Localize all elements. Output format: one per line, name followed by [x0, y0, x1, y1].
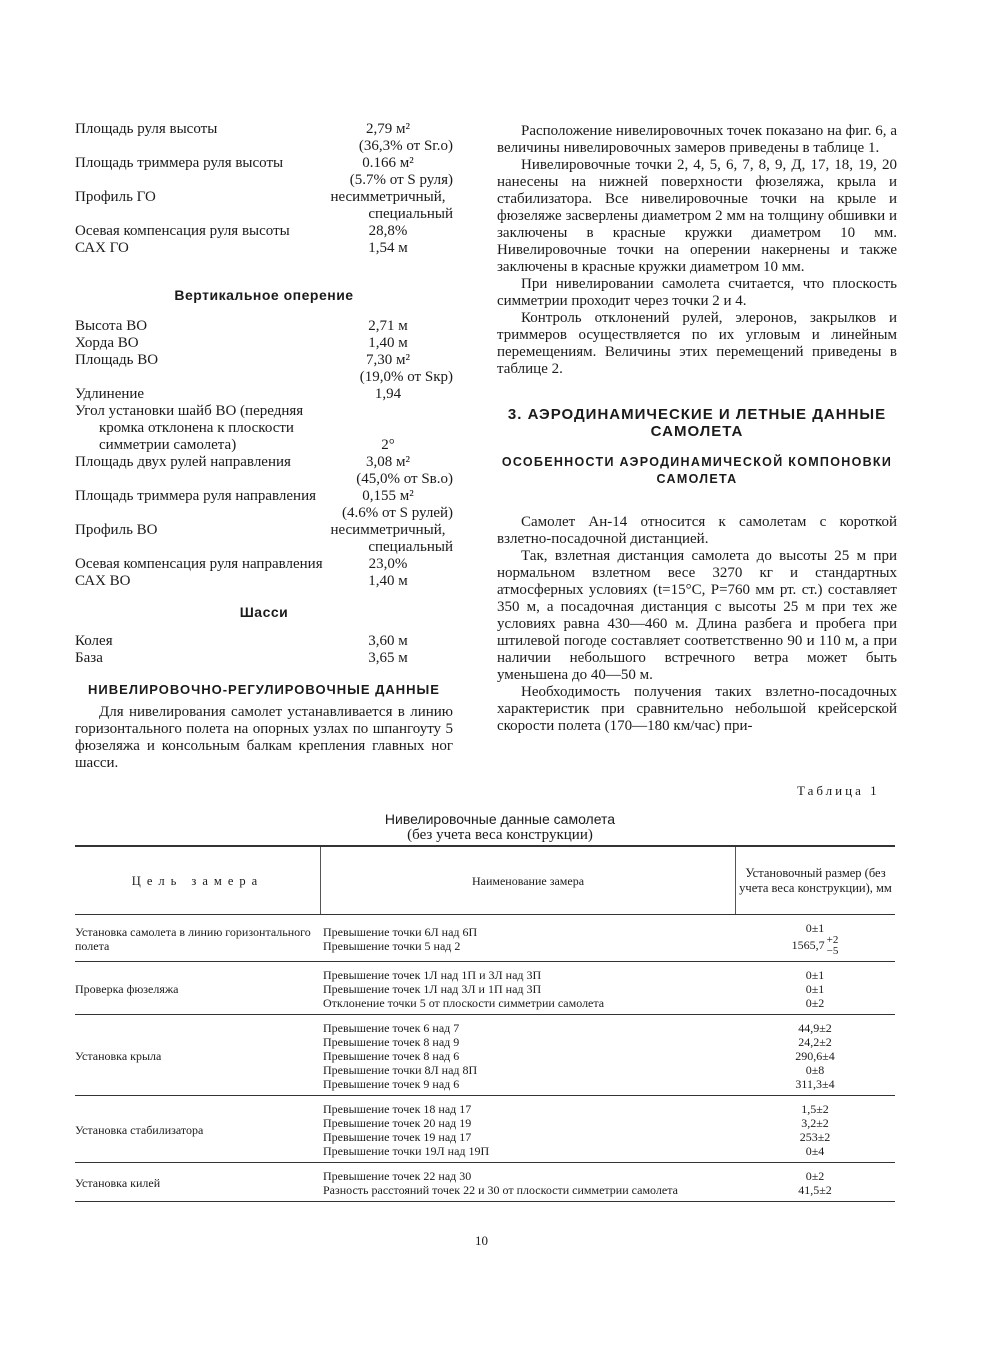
header-purpose: Цель замера	[131, 873, 264, 888]
table-caption	[250, 811, 750, 843]
leveling-table	[75, 845, 895, 1202]
measurement-name: Отклонение точки 5 от плоскости симметрии самолета	[323, 996, 605, 1010]
section-title-landing-gear: Шасси	[239, 604, 289, 620]
table-row	[75, 915, 895, 962]
measurement-name: Превышение точек 22 над 30	[323, 1169, 472, 1183]
spec-note: (19,0% от Sкр)	[359, 369, 453, 385]
measurement-name: Превышение точек 8 над 9	[323, 1035, 460, 1049]
paragraph: Расположение нивелировочных точек показано на фиг. 6, а величины нивелировочных замеров приведены в таблице 1.	[497, 123, 897, 156]
measurement-value	[735, 1116, 895, 1130]
spec-note-row	[75, 172, 453, 189]
measurement-value	[735, 935, 895, 957]
table-row	[75, 1163, 895, 1202]
spec-note: специальный	[368, 539, 453, 555]
value-text: 0±4	[805, 1144, 825, 1158]
table-row	[75, 1015, 895, 1096]
measurement-name: Превышение точек 18 над 17	[323, 1102, 472, 1116]
spec-value: 23,0%	[368, 556, 408, 572]
paragraph: Самолет Ан-14 относится к самолетам с короткой взлетно-посадочной дистанцией.	[497, 514, 897, 547]
measurement-name: Превышение точки 19Л над 19П	[323, 1144, 490, 1158]
spec-note: (45,0% от Sв.о)	[356, 471, 453, 487]
spec-row	[75, 223, 453, 240]
spec-row	[75, 420, 453, 437]
value-text: 0±1	[805, 921, 825, 935]
measurement-value	[735, 1021, 895, 1035]
cell-values	[735, 1021, 895, 1091]
cell-measurements	[320, 968, 735, 1010]
spec-row	[75, 650, 453, 667]
spec-value: 1,54 м	[368, 240, 408, 256]
section-title-leveling: НИВЕЛИРОВОЧНО-РЕГУЛИРОВОЧНЫЕ ДАННЫЕ	[88, 682, 440, 697]
table-title: Нивелировочные данные самолета	[384, 811, 616, 827]
chapter-title: 3. АЭРОДИНАМИЧЕСКИЕ И ЛЕТНЫЕ ДАННЫЕ САМОЛЕТА	[507, 406, 887, 440]
spec-value: 1,40 м	[368, 335, 408, 351]
value-text: 24,2±2	[798, 1035, 832, 1049]
measurement-value	[735, 996, 895, 1010]
spec-note-row	[75, 138, 453, 155]
spec-value: 28,8%	[368, 223, 408, 239]
spec-row	[75, 522, 453, 539]
spec-row	[75, 121, 453, 138]
spec-label: Угол установки шайб ВО (передняя	[75, 403, 304, 419]
value-text: 1565,7	[791, 937, 825, 952]
spec-value: 3,60 м	[368, 633, 408, 649]
cell-purpose: Установка самолета в линию горизонтального полета	[75, 925, 311, 953]
spec-value: несимметричный,	[330, 189, 446, 205]
header-setting-size: Установочный размер (без учета веса конструкции), мм	[735, 847, 895, 914]
spec-row	[75, 403, 453, 420]
tolerance-upper: +2	[826, 934, 839, 946]
spec-value: 0,155 м²	[362, 488, 414, 504]
spec-value	[323, 403, 453, 420]
spec-value: 7,30 м²	[366, 352, 410, 368]
measurement-name: Превышение точек 1Л над 1П и 3Л над 3П	[323, 968, 542, 982]
measurement-value	[735, 1183, 895, 1197]
measurement-value	[735, 968, 895, 982]
spec-label: Хорда ВО	[75, 335, 139, 351]
spec-row	[75, 556, 453, 573]
table-row	[75, 1096, 895, 1163]
measurement-name: Превышение точки 8Л над 8П	[323, 1063, 478, 1077]
value-text: 41,5±2	[798, 1183, 832, 1197]
tolerance	[827, 935, 839, 957]
section-title-vertical-tail: Вертикальное оперение	[174, 287, 354, 303]
table-row	[75, 962, 895, 1015]
cell-measurements	[320, 1169, 735, 1197]
value-text: 0±8	[805, 1063, 825, 1077]
paragraph: При нивелировании самолета считается, что плоскость симметрии проходит через точки 2 и 4.	[497, 276, 897, 309]
measurement-value	[735, 1035, 895, 1049]
measurement-name: Превышение точек 9 над 6	[323, 1077, 460, 1091]
spec-label: симметрии самолета)	[99, 437, 237, 453]
spec-row	[75, 573, 453, 590]
spec-value: 3,65 м	[368, 650, 408, 666]
cell-values	[735, 1169, 895, 1197]
cell-values	[735, 921, 895, 957]
value-text: 0±1	[805, 968, 825, 982]
measurement-name: Превышение точки 5 над 2	[323, 939, 461, 953]
cell-purpose: Установка крыла	[75, 1049, 162, 1063]
spec-label: Осевая компенсация руля высоты	[75, 223, 290, 239]
cell-values	[735, 1102, 895, 1158]
paragraph: Так, взлетная дистанция самолета до высоты 25 м при нормальном взлетном весе 3270 кг и стандартных атмосферных условиях (t=15°C, P=760 мм рт. ст.) составляет 350 м, а посадочная дистанция с высоты 25 м при тех же условиях равна 430—460 м. Длина разбега и пробега при штилевой погоде составляет соответственно 90 и 110 м, а при наличии небольшого встречного ветра может быть уменьшена до 40—50 м.	[497, 548, 897, 683]
spec-label: Колея	[75, 633, 113, 649]
spec-row	[75, 633, 453, 650]
spec-label: Профиль ГО	[75, 189, 156, 205]
spec-value: 0.166 м²	[362, 155, 414, 171]
measurement-value	[735, 1102, 895, 1116]
spec-note-row	[75, 369, 453, 386]
spec-label: Профиль ВО	[75, 522, 158, 538]
value-text: 253±2	[799, 1130, 831, 1144]
measurement-value	[735, 1144, 895, 1158]
spec-row	[75, 488, 453, 505]
measurement-value	[735, 1063, 895, 1077]
right-column	[497, 123, 897, 735]
spec-value: 2°	[381, 437, 395, 453]
value-text: 0±2	[805, 996, 825, 1010]
spec-label: САХ ГО	[75, 240, 129, 256]
spec-row	[75, 318, 453, 335]
table-label: Таблица 1	[797, 783, 880, 798]
measurement-name: Превышение точек 20 над 19	[323, 1116, 472, 1130]
measurement-value	[735, 921, 895, 935]
spec-row	[75, 240, 453, 257]
measurement-name: Разность расстояний точек 22 и 30 от плоскости симметрии самолета	[323, 1183, 678, 1197]
spec-row	[75, 155, 453, 172]
measurement-name: Превышение точек 1Л над 3Л и 1П над 3П	[323, 982, 542, 996]
value-text: 0±2	[805, 1169, 825, 1183]
spec-row	[75, 189, 453, 206]
page-number: 10	[475, 1233, 488, 1248]
spec-row	[75, 335, 453, 352]
landing-gear-specs	[75, 633, 453, 667]
cell-values	[735, 968, 895, 1010]
measurement-name: Превышение точек 8 над 6	[323, 1049, 460, 1063]
cell-purpose: Установка стабилизатора	[75, 1123, 204, 1137]
spec-note-row	[75, 471, 453, 488]
cell-purpose: Установка килей	[75, 1176, 161, 1190]
spec-value: 3,08 м²	[366, 454, 410, 470]
left-column	[75, 121, 453, 772]
measurement-name: Превышение точек 19 над 17	[323, 1130, 472, 1144]
spec-note-row	[75, 505, 453, 522]
spec-label: Площадь триммера руля высоты	[75, 155, 284, 171]
cell-measurements	[320, 1021, 735, 1091]
spec-label: Высота ВО	[75, 318, 148, 334]
table-subtitle: (без учета веса конструкции)	[407, 827, 593, 843]
spec-label: Осевая компенсация руля направления	[75, 556, 323, 572]
spec-note: (36,3% от Sг.о)	[358, 138, 453, 154]
cell-measurements	[320, 1102, 735, 1158]
value-text: 44,9±2	[798, 1021, 832, 1035]
header-measurement: Наименование замера	[320, 847, 735, 914]
spec-label: Площадь руля высоты	[75, 121, 218, 137]
value-text: 290,6±4	[795, 1049, 835, 1063]
spec-label: Площадь двух рулей направления	[75, 454, 291, 470]
value-text: 311,3±4	[795, 1077, 835, 1091]
paragraph: Необходимость получения таких взлетно-посадочных характеристик при сравнительно небольшой крейсерской скорости полета (170—180 км/час) при-	[497, 684, 897, 734]
measurement-value	[735, 1130, 895, 1144]
value-text: 0±1	[805, 982, 825, 996]
spec-value: 1,94	[374, 386, 402, 402]
spec-label: База	[75, 650, 103, 666]
spec-label: Площадь ВО	[75, 352, 159, 368]
spec-note: специальный	[368, 206, 453, 222]
spec-note-row	[75, 206, 453, 223]
measurement-value	[735, 1169, 895, 1183]
spec-value: 1,40 м	[368, 573, 408, 589]
value-text: 3,2±2	[801, 1116, 829, 1130]
paragraph: Нивелировочные точки 2, 4, 5, 6, 7, 8, 9, Д, 17, 18, 19, 20 нанесены на нижней поверхности фюзеляжа, крыла и стабилизатора. Все нивелировочные точки на крыле и фюзеляже засверлены диаметром 2 мм на толщину обшивки и заключены в красные кружки диаметром 10 мм. Нивелировочные точки на оперении накернены и также заключены в красные кружки диаметром 10 мм.	[497, 157, 897, 275]
measurement-value	[735, 982, 895, 996]
spec-note-row	[75, 539, 453, 556]
spec-row	[75, 454, 453, 471]
cell-purpose: Проверка фюзеляжа	[75, 982, 179, 996]
spec-note: (5.7% от S руля)	[349, 172, 453, 188]
table-header	[75, 845, 895, 915]
spec-value: 2,71 м	[368, 318, 408, 334]
spec-value: несимметричный,	[330, 522, 446, 538]
spec-label: Площадь триммера руля направления	[75, 488, 316, 504]
measurement-value	[735, 1049, 895, 1063]
leveling-paragraph: Для нивелирования самолет устанавливается в линию горизонтального полета на опорных узлах по шпангоуту 5 фюзеляжа и консольным балкам крепления главных ног шасси.	[75, 704, 453, 771]
spec-value	[323, 420, 453, 437]
value-text: 1,5±2	[801, 1102, 829, 1116]
measurement-value	[735, 1077, 895, 1091]
tolerance-lower: −5	[826, 945, 839, 957]
spec-label: Удлинение	[75, 386, 145, 402]
spec-note: (4.6% от S рулей)	[342, 505, 453, 521]
paragraph: Контроль отклонений рулей, элеронов, закрылков и триммеров осуществляется по их угловым и линейным перемещениям. Величины этих перемещений приведены в таблице 2.	[497, 310, 897, 377]
vertical-tail-specs	[75, 318, 453, 590]
cell-measurements	[320, 925, 735, 953]
spec-value: 2,79 м²	[366, 121, 410, 137]
spec-row	[75, 352, 453, 369]
spec-row	[75, 437, 453, 454]
measurement-name: Превышение точек 6 над 7	[323, 1021, 460, 1035]
measurement-name: Превышение точки 6Л над 6П	[323, 925, 478, 939]
spec-label: кромка отклонена к плоскости	[99, 420, 294, 436]
spec-row	[75, 386, 453, 403]
spec-label: САХ ВО	[75, 573, 131, 589]
horizontal-tail-specs	[75, 121, 453, 257]
section-title: ОСОБЕННОСТИ АЭРОДИНАМИЧЕСКОЙ КОМПОНОВКИ САМОЛЕТА	[501, 455, 893, 486]
